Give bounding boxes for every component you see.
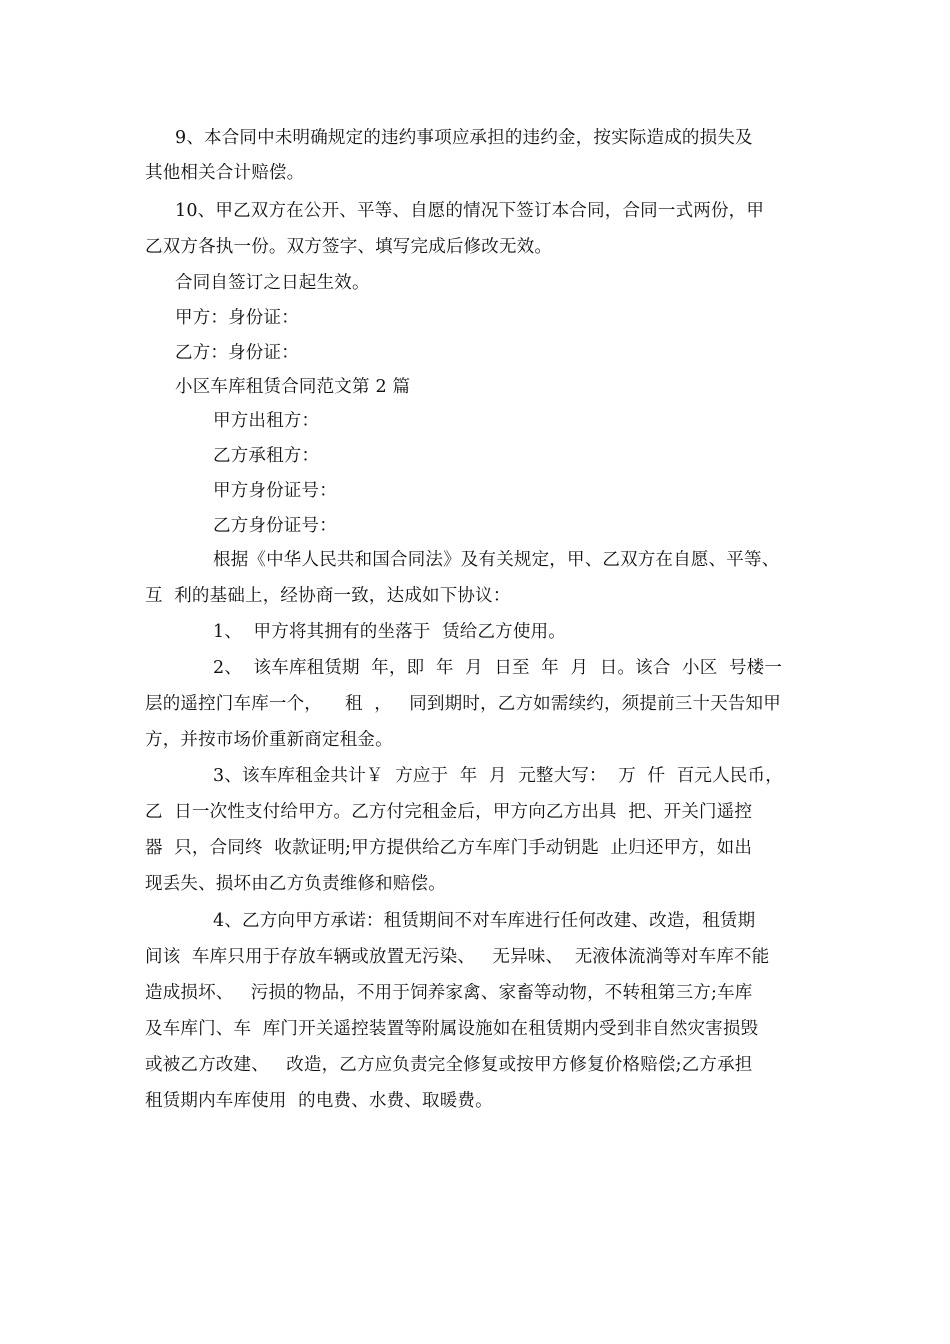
article-4-line-2: 间该 车库只用于存放车辆或放置无污染、 无异味、 无液体流淌等对车库不能 bbox=[145, 947, 770, 967]
article-3-line-1: 3、该车库租金共计￥ 方应于 年 月 元整大写： 万 仟 百元人民币， bbox=[213, 766, 783, 786]
article-4-line-3: 造成损坏、 污损的物品，不用于饲养家禽、家畜等动物，不转租第三方;车库 bbox=[145, 983, 753, 1003]
article-4-line-6: 租赁期内车库使用 的电费、水费、取暖费。 bbox=[145, 1091, 493, 1111]
preamble-line-1: 根据《中华人民共和国合同法》及有关规定，甲、乙双方在自愿、平等、 bbox=[213, 550, 780, 570]
article-3-line-2: 乙 日一次性支付给甲方。乙方付完租金后，甲方向乙方出具 把、开关门遥控 bbox=[145, 802, 753, 822]
clause-9-line-2: 其他相关合计赔偿。 bbox=[145, 163, 305, 183]
party-b-id-number-line: 乙方身份证号： bbox=[213, 516, 337, 536]
preamble-line-2: 互 利的基础上，经协商一致，达成如下协议： bbox=[145, 586, 511, 606]
lessee-line: 乙方承租方： bbox=[213, 446, 320, 466]
article-2-line-3: 方，并按市场价重新商定租金。 bbox=[145, 730, 393, 750]
clause-10-line-2: 乙双方各执一份。双方签字、填写完成后修改无效。 bbox=[145, 237, 553, 257]
article-4-line-1: 4、乙方向甲方承诺：租赁期间不对车库进行任何改建、改造，租赁期 bbox=[213, 911, 756, 931]
party-a-id-line: 甲方：身份证： bbox=[175, 308, 299, 328]
clause-10-line-1: 10、甲乙双方在公开、平等、自愿的情况下签订本合同，合同一式两份，甲 bbox=[175, 201, 765, 221]
clause-9-line-1: 9、本合同中未明确规定的违约事项应承担的违约金，按实际造成的损失及 bbox=[175, 128, 753, 148]
section-title: 小区车库租赁合同范文第 2 篇 bbox=[175, 377, 411, 397]
article-1: 1、 甲方将其拥有的坐落于 赁给乙方使用。 bbox=[213, 622, 566, 642]
article-2-line-2: 层的遥控门车库一个， 租 ， 同到期时，乙方如需续约，须提前三十天告知甲 bbox=[145, 694, 781, 714]
lessor-line: 甲方出租方： bbox=[213, 411, 320, 431]
effective-clause: 合同自签订之日起生效。 bbox=[175, 273, 370, 293]
party-a-id-number-line: 甲方身份证号： bbox=[213, 481, 337, 501]
party-b-id-line: 乙方：身份证： bbox=[175, 343, 299, 363]
article-4-line-5: 或被乙方改建、 改造，乙方应负责完全修复或按甲方修复价格赔偿;乙方承担 bbox=[145, 1055, 753, 1075]
article-3-line-4: 现丢失、损坏由乙方负责维修和赔偿。 bbox=[145, 874, 446, 894]
article-4-line-4: 及车库门、车 库门开关遥控装置等附属设施如在租赁期内受到非自然灾害损毁 bbox=[145, 1019, 759, 1039]
article-3-line-3: 器 只，合同终 收款证明;甲方提供给乙方车库门手动钥匙 止归还甲方，如出 bbox=[145, 838, 753, 858]
article-2-line-1: 2、 该车库租赁期 年，即 年 月 日至 年 月 日。该合 小区 号楼一 bbox=[213, 658, 783, 678]
